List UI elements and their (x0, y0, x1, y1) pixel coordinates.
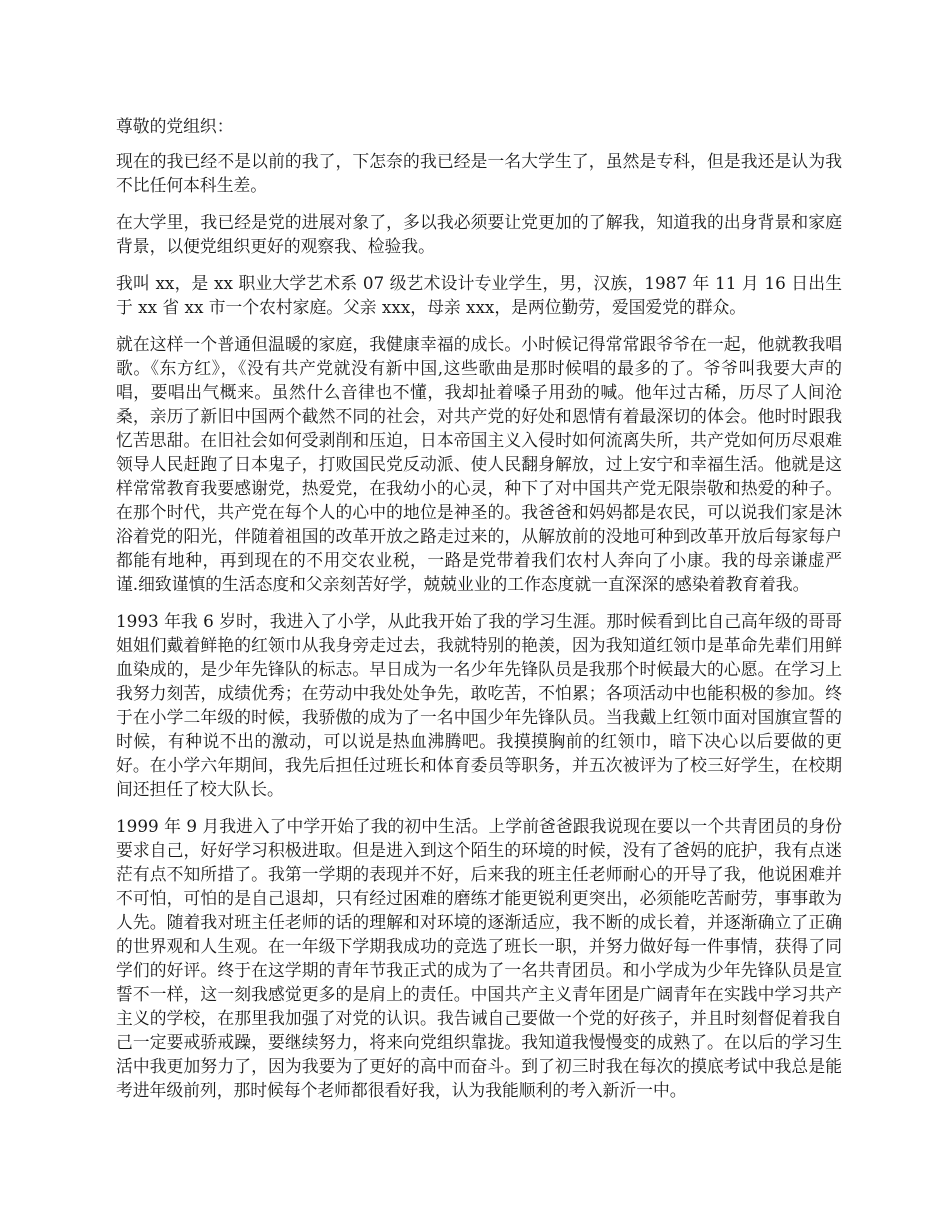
paragraph-family: 就在这样一个普通但温暖的家庭，我健康幸福的成长。小时候记得常常跟爷爷在一起，他就教我唱歌。《东方红》，《没有共产党就没有新中国,这些歌曲是那时候唱的最多的了。爷爷叫我要大声的唱，要唱出气概来。虽然什么音律也不懂，我却扯着嗓子用劲的喊。他年过古稀，历尽了人间沧桑，亲历了新旧中国两个截然不同的社会，对共产党的好处和恩情有着最深切的体会。他时时跟我忆苦思甜。在旧社会如何受剥削和压迫，日本帝国主义入侵时如何流离失所，共产党如何历尽艰难领导人民赶跑了日本鬼子，打败国民党反动派、使人民翻身解放，过上安宁和幸福生活。他就是这样常常教育我要感谢党，热爱党，在我幼小的心灵，种下了对中国共产党无限崇敬和热爱的种子。在那个时代，共产党在每个人的心中的地位是神圣的。我爸爸和妈妈都是农民，可以说我们家是沐浴着党的阳光，伴随着祖国的改革开放之路走过来的，从解放前的没地可种到改革开放后每家每户都能有地种，再到现在的不用交农业税，一路是党带着我们农村人奔向了小康。我的母亲谦虚严谨.细致谨慎的生活态度和父亲刻苦好学，兢兢业业的工作态度就一直深深的感染着教育着我。 (116, 334, 842, 594)
paragraph-background: 在大学里，我已经是党的进展对象了，多以我必须要让党更加的了解我，知道我的出身背景和家庭背景，以便党组织更好的观察我、检验我。 (116, 212, 842, 256)
paragraph-personal-info: 我叫 xx，是 xx 职业大学艺术系 07 级艺术设计专业学生，男，汉族，1987 年 11 月 16 日出生于 xx 省 xx 市一个农村家庭。父亲 xxx，母亲 xxx，是两位勤劳，爱国爱党的群众。 (116, 273, 842, 317)
document-page (116, 114, 842, 1115)
paragraph-middle-school: 1999 年 9 月我进入了中学开始了我的初中生活。上学前爸爸跟我说现在要以一个共青团员的身份要求自己，好好学习积极进取。但是进入到这个陌生的环境的时候，没有了爸妈的庇护，我有点迷茫有点不知所措了。我第一学期的表现并不好，后来我的班主任老师耐心的开导了我，他说困难并不可怕，可怕的是自己退却，只有经过困难的磨练才能更锐利更突出，必须能吃苦耐劳，事事敢为人先。随着我对班主任老师的话的理解和对环境的逐渐适应，我不断的成长着，并逐渐确立了正确的世界观和人生观。在一年级下学期我成功的竞选了班长一职，并努力做好每一件事情，获得了同学们的好评。终于在这学期的青年节我正式的成为了一名共青团员。和小学成为少年先锋队员是宣誓不一样，这一刻我感觉更多的是肩上的责任。中国共产主义青年团是广阔青年在实践中学习共产主义的学校，在那里我加强了对党的认识。我告诫自己要做一个党的好孩子，并且时刻督促着我自己一定要戒骄戒躁，要继续努力，将来向党组织靠拢。我知道我慢慢变的成熟了。在以后的学习生活中我更加努力了，因为我要为了更好的高中而奋斗。到了初三时我在每次的摸底考试中我总是能考进年级前列，那时候每个老师都很看好我，认为我能顺利的考入新沂一中。 (116, 816, 842, 1100)
salutation: 尊敬的党组织： (116, 116, 234, 136)
paragraph-intro: 现在的我已经不是以前的我了，下怎奈的我已经是一名大学生了，虽然是专科，但是我还是认为我不比任何本科生差。 (116, 151, 842, 195)
paragraph-primary-school: 1993 年我 6 岁时，我进入了小学，从此我开始了我的学习生涯。那时候看到比自己高年级的哥哥姐姐们戴着鲜艳的红领巾从我身旁走过去，我就特别的艳羡，因为我知道红领巾是革命先辈们用鲜血染成的，是少年先锋队的标志。早日成为一名少年先锋队员是我那个时候最大的心愿。在学习上我努力刻苦，成绩优秀；在劳动中我处处争先，敢吃苦，不怕累；各项活动中也能积极的参加。终于在小学二年级的时候，我骄傲的成为了一名中国少年先锋队员。当我戴上红领巾面对国旗宣誓的时候，有种说不出的激动，可以说是热血沸腾吧。我摸摸胸前的红领巾，暗下决心以后要做的更好。在小学六年期间，我先后担任过班长和体育委员等职务，并五次被评为了校三好学生，在校期间还担任了校大队长。 (116, 611, 842, 799)
